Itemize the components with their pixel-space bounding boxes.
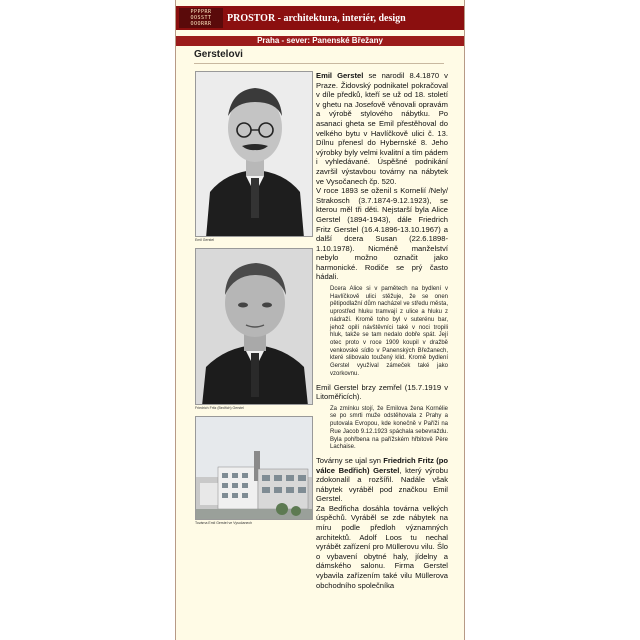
- site-banner[interactable]: [176, 6, 464, 30]
- photo-factory: [195, 416, 313, 520]
- photo-emil-gerstel: [195, 71, 313, 237]
- paragraph: Emil Gerstel brzy zemřel (15.7.1919 v Litoměřicích).: [316, 382, 448, 402]
- photo-friedrich-gerstel: [195, 248, 313, 405]
- person-name: Emil Gerstel: [316, 71, 364, 80]
- note-paragraph: Za zmínku stojí, že Emilova žena Kornélie se po smrti muže odstěhovala z Prahy a putovala Evropou, kde konečně v Paříži na Rue Jacob 9.12.1923 spáchala sebevraždu. Byla pohřbena na pařížském hřbitově Père Lachaise.: [330, 405, 448, 451]
- photo-caption: Emil Gerstel: [195, 238, 215, 242]
- paragraph: Za Bedřicha dosáhla továrna velkých úspěchů. Vyráběl se zde nábytek na míru podle předloh významných architektů. Adolf Loos tu nechal vyrábět zařízení pro Müllerovu vilu. Šlo o vybavení obytné haly, jídelny a dámského salonu. Firma Gerstel vybavila zařízením také vilu Müllerova obchodního společníka: [316, 503, 448, 590]
- photo-caption: Továrna Emil Gerstel ve Vysočanech: [195, 521, 253, 525]
- divider: [194, 63, 444, 64]
- page-title: Gerstelovi: [194, 49, 243, 60]
- page-column: [175, 0, 465, 640]
- site-title[interactable]: PROSTOR - architektura, interiér, design: [227, 12, 406, 24]
- photo-caption: Friedrich Fritz (Bedřich) Gerstel: [195, 406, 244, 410]
- portrait-image: [196, 72, 313, 237]
- paragraph: Emil Gerstel se narodil 8.4.1870 v Praze. Židovský podnikatel pokračoval v díle předků, kteří se už od 18. století v ghetu na Josefově věnovali opravám a výrobě stylového nábytku. Po asanaci gheta se Emil přestěhoval do velkého bytu v Havlíčkově ulici č. 13. Dílnu přenesl do Hybernské 8. Jeho výrobky byly velmi kvalitní a tím pádem i vyhledávané. Úspěšné podnikání završil výstavbou továrny na nábytek ve Vysočanech čp. 520.: [316, 71, 448, 186]
- paragraph: Továrny se ujal syn Friedrich Fritz (po válce Bedřich) Gerstel, který výrobu zdokonalil a rozšířil. Nadále však nábytek vyráběl pod značkou Emil Gerstel.: [316, 455, 449, 504]
- person-name: Friedrich Fritz (po válce Bedřich) Gerstel: [316, 455, 449, 475]
- location-bar: Praha - sever: Panenské Břežany: [176, 36, 464, 46]
- site-logo[interactable]: PPPPRR OOSSTT OOORRR: [179, 8, 223, 28]
- paragraph: V roce 1893 se oženil s Kornelií /Nely/ Strakosch (3.7.1874-9.12.1923), se kterou měl tři děti. Nejstarší byla Alice Gerstel (1894-1943), dále Friedrich Fritz Gerstel (16.4.1896-13.10.1967) a další dcera Susan (22.6.1898-1.10.1978). Nicméně manželství nebylo možno označit jako harmonické. Rodiče se prý často hádali.: [316, 186, 448, 282]
- article-text: [316, 71, 448, 590]
- note-paragraph: Dcera Alice si v pamětech na bydlení v Havlíčkově ulici stěžuje, že se onen pětipodlažní dům nacházel ve středu města, uprostřed hluku tramvají z ulice a hluku z nádraží. Kromě toho byl v suterénu bar, jehož opilí návštěvníci také v noci tropili hluk, takže se tam nedalo dobře spát. Její otec proto v roce 1909 koupil v dražbě venkovské sídlo v Panenských Břežanech, které slibovalo toužený klid. Kromě bydlení Gerstel využíval zámeček také jako vzorkovnu.: [330, 286, 448, 377]
- portrait-image: [196, 249, 313, 405]
- factory-image: [196, 417, 313, 520]
